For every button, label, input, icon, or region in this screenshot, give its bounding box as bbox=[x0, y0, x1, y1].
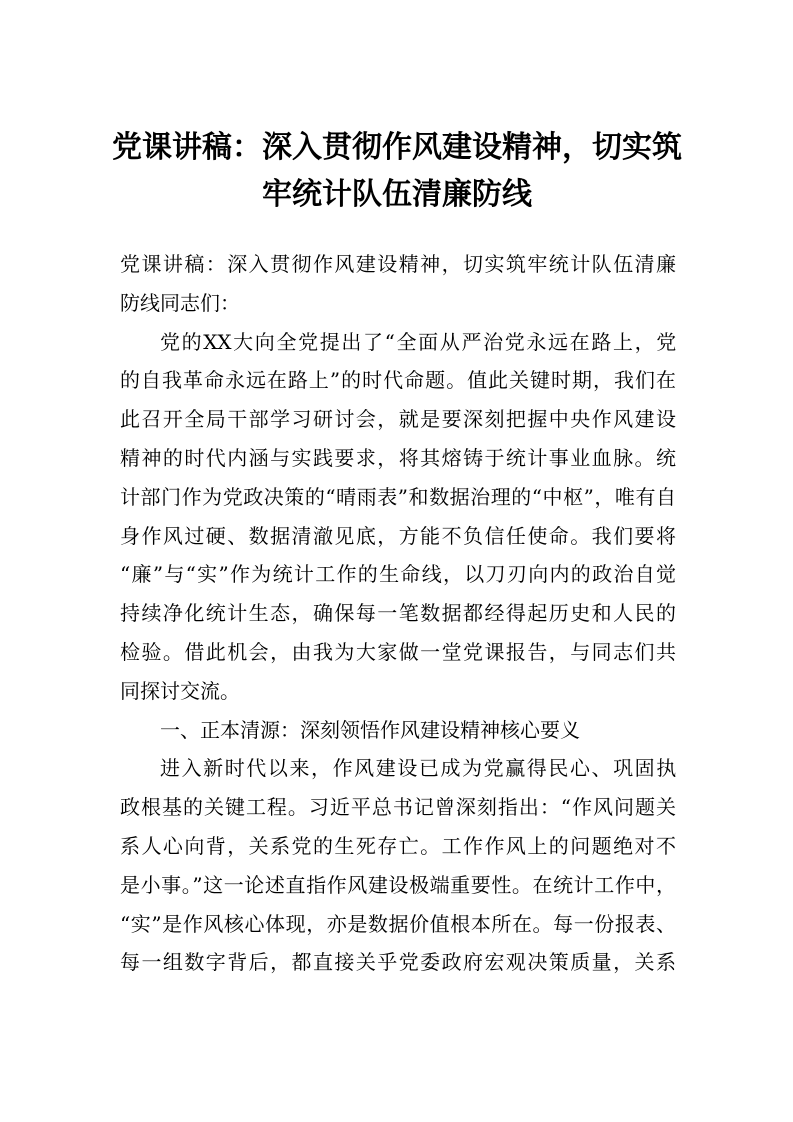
body-line: 党的XX大向全党提出了“全面从严治党永远在路上，党 bbox=[160, 329, 676, 354]
body-line: 是小事。”这一论述直指作风建设极端重要性。在统计工作中， bbox=[120, 872, 676, 897]
body-line: 进入新时代以来，作风建设已成为党赢得民心、巩固执 bbox=[160, 756, 676, 781]
title-line-1: 党课讲稿：深入贯彻作风建设精神，切实筑 bbox=[112, 130, 682, 165]
body-line: 持续净化统计生态，确保每一笔数据都经得起历史和人民的 bbox=[120, 601, 676, 626]
body-line: 身作风过硬、数据清澈见底，方能不负信任使命。我们要将 bbox=[120, 523, 676, 548]
body-line: 同探讨交流。 bbox=[120, 678, 240, 703]
body-line: 精神的时代内涵与实践要求，将其熔铸于统计事业血脉。统 bbox=[120, 445, 676, 470]
body-line: 党课讲稿：深入贯彻作风建设精神，切实筑牢统计队伍清廉 bbox=[120, 252, 676, 276]
body-line: “廉”与“实”作为统计工作的生命线，以刀刃向内的政治自觉 bbox=[120, 562, 676, 587]
document-title bbox=[110, 124, 684, 218]
title-line-2: 牢统计队伍清廉防线 bbox=[262, 177, 532, 212]
body-line: 此召开全局干部学习研讨会，就是要深刻把握中央作风建设 bbox=[120, 407, 676, 432]
body-line: 检验。借此机会，由我为大家做一堂党课报告，与同志们共 bbox=[120, 639, 676, 664]
body-line: 每一组数字背后，都直接关乎党委政府宏观决策质量，关系 bbox=[120, 950, 676, 975]
body-line: 的自我革命永远在路上”的时代命题。值此关键时期，我们在 bbox=[120, 368, 676, 393]
body-line: 防线同志们： bbox=[120, 290, 240, 315]
body-line: 计部门作为党政决策的“晴雨表”和数据治理的“中枢”，唯有自 bbox=[120, 484, 676, 509]
section-heading: 一、正本清源：深刻领悟作风建设精神核心要义 bbox=[160, 717, 580, 742]
body-line: 系人心向背，关系党的生死存亡。工作作风上的问题绝对不 bbox=[120, 833, 676, 858]
body-line: “实”是作风核心体现，亦是数据价值根本所在。每一份报表、 bbox=[120, 911, 676, 936]
body-line: 政根基的关键工程。习近平总书记曾深刻指出：“作风问题关 bbox=[120, 795, 676, 820]
document-body bbox=[120, 245, 676, 982]
